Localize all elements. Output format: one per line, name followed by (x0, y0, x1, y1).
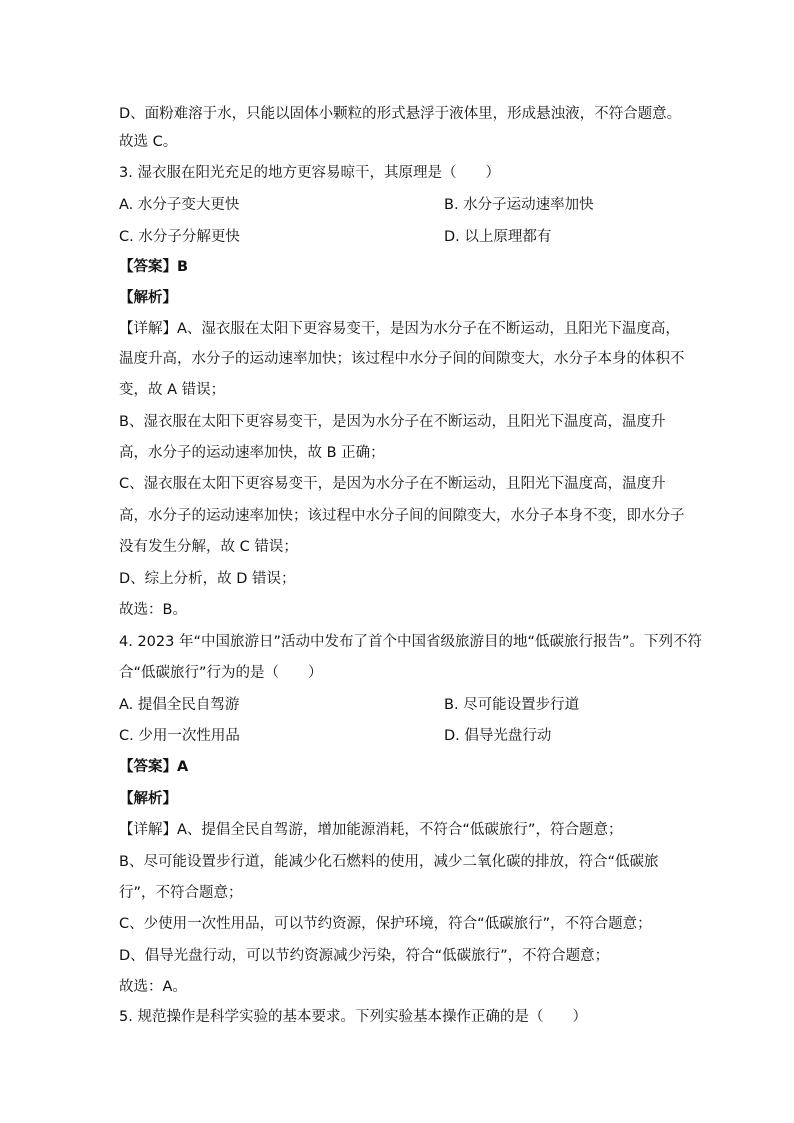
q3-option-a: A. 水分子变大更快 (119, 197, 240, 213)
q3-answer: 【答案】B (119, 259, 189, 275)
q3-option-b: B. 水分子运动速率加快 (444, 197, 594, 213)
question-3-stem: 3. 湿衣服在阳光充足的地方更容易晾干，其原理是（ ） (119, 165, 500, 181)
q3-detail-line: 【详解】A、湿衣服在太阳下更容易变干，是因为水分子在不断运动，且阳光下温度高， (119, 321, 680, 337)
q3-detail-line: 没有发生分解，故 C 错误； (119, 539, 298, 555)
question-4-stem: 4. 2023 年“中国旅游日”活动中发布了首个中国省级旅游目的地“低碳旅行报告”。下列不符 (119, 634, 702, 650)
q4-analysis-heading: 【解析】 (119, 791, 177, 807)
question-4-stem: 合“低碳旅行”行为的是（ ） (119, 665, 323, 681)
q4-detail-line: C、少使用一次性用品，可以节约资源，保护环境，符合“低碳旅行”，不符合题意； (119, 916, 652, 932)
question-5-stem: 5. 规范操作是科学实验的基本要求。下列实验基本操作正确的是（ ） (119, 1009, 587, 1025)
q4-detail-line: B、尽可能设置步行道，能减少化石燃料的使用，减少二氧化碳的排放，符合“低碳旅 (119, 854, 659, 870)
q3-detail-line: 高，水分子的运动速率加快；该过程中水分子间的间隙变大，水分子本身不变，即水分子 (119, 508, 685, 524)
text-line: D、面粉难溶于水，只能以固体小颗粒的形式悬浮于液体里，形成悬浊液，不符合题意。 (119, 106, 682, 122)
q4-detail-line: 【详解】A、提倡全民自驾游，增加能源消耗，不符合“低碳旅行”，符合题意； (119, 822, 623, 838)
q4-option-d: D. 倡导光盘行动 (444, 728, 552, 744)
q3-detail-line: 变，故 A 错误； (119, 382, 226, 398)
q4-detail-line: 故选：A。 (119, 979, 187, 995)
q4-option-b: B. 尽可能设置步行道 (444, 697, 580, 713)
q3-option-d: D. 以上原理都有 (444, 229, 552, 245)
q3-analysis-heading: 【解析】 (119, 290, 177, 306)
q3-option-c: C. 水分子分解更快 (119, 229, 240, 245)
q3-detail-line: 温度升高，水分子的运动速率加快；该过程中水分子间的间隙变大，水分子本身的体积不 (119, 351, 685, 367)
q3-detail-line: D、综上分析，故 D 错误； (119, 571, 296, 587)
q3-detail-line: 高，水分子的运动速率加快，故 B 正确； (119, 445, 385, 461)
q4-option-c: C. 少用一次性用品 (119, 728, 240, 744)
q4-answer: 【答案】A (119, 759, 189, 775)
q3-detail-line: 故选：B。 (119, 602, 187, 618)
q3-detail-line: B、湿衣服在太阳下更容易变干，是因为水分子在不断运动，且阳光下温度高，温度升 (119, 414, 666, 430)
q4-detail-line: 行”，不符合题意； (119, 885, 243, 901)
q4-option-a: A. 提倡全民自驾游 (119, 697, 240, 713)
q3-detail-line: C、湿衣服在太阳下更容易变干，是因为水分子在不断运动，且阳光下温度高，温度升 (119, 476, 666, 492)
q4-detail-line: D、倡导光盘行动，可以节约资源减少污染，符合“低碳旅行”，不符合题意； (119, 948, 610, 964)
text-line: 故选 C。 (119, 134, 178, 150)
